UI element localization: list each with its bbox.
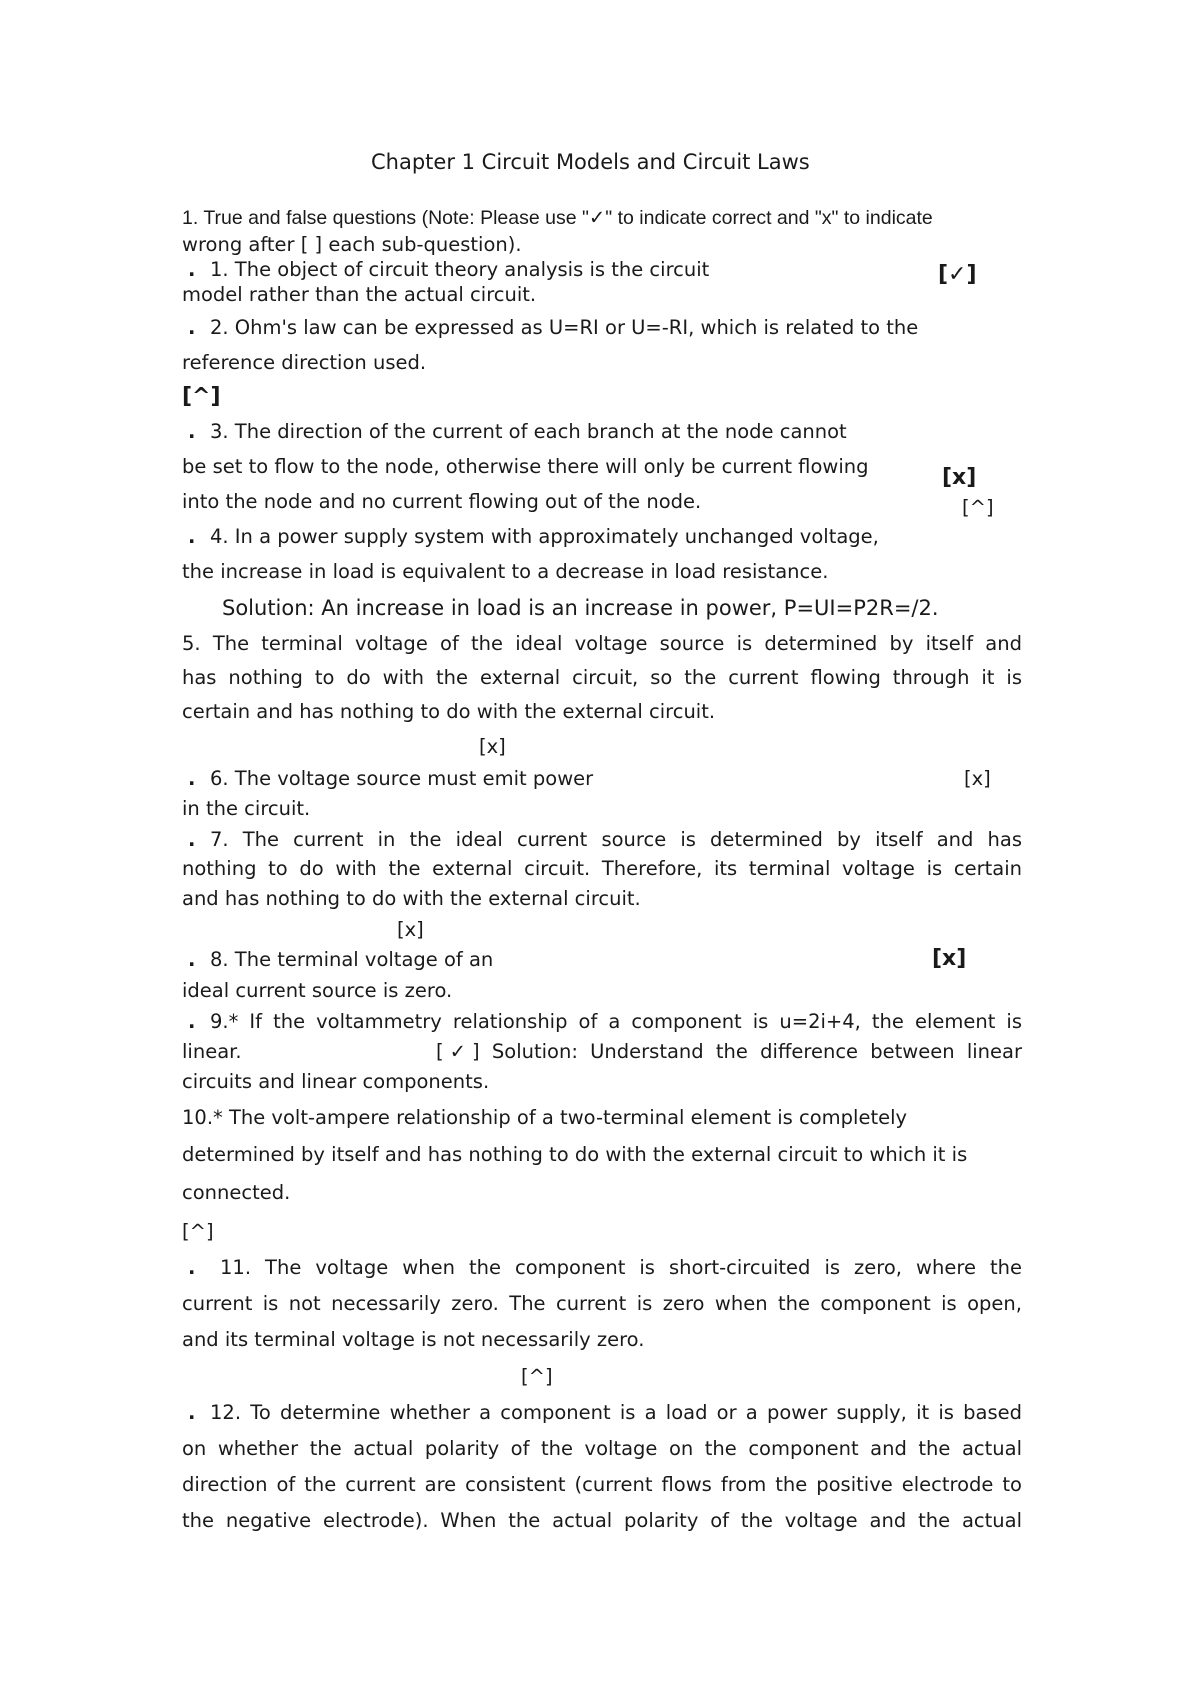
bullet: . bbox=[188, 1401, 196, 1424]
question-line: 1. The object of circuit theory analysis is the circuit bbox=[210, 258, 710, 281]
answer-mark: [x] bbox=[932, 946, 967, 971]
question-line: certain and has nothing to do with the external circuit. bbox=[182, 700, 716, 723]
question-line: on whether the actual polarity of the voltage on the component and the actual bbox=[182, 1437, 1022, 1460]
answer-mark: [^] bbox=[182, 1220, 214, 1243]
question-line: has nothing to do with the external circuit, so the current flowing through it is bbox=[182, 666, 1022, 689]
question-line: 8. The terminal voltage of an bbox=[210, 948, 494, 971]
question-line: linear. bbox=[182, 1040, 242, 1063]
answer-mark: [x] bbox=[479, 735, 506, 758]
answer-mark: [✓] bbox=[938, 262, 977, 287]
question-line: 7. The current in the ideal current source is determined by itself and has bbox=[210, 828, 1022, 851]
question-line: be set to flow to the node, otherwise there will only be current flowing bbox=[182, 455, 869, 478]
bullet: . bbox=[188, 525, 196, 548]
question-line: 11. The voltage when the component is short-circuited is zero, where the bbox=[220, 1256, 1022, 1279]
bullet: . bbox=[188, 1256, 196, 1279]
question-line: nothing to do with the external circuit. Therefore, its terminal voltage is certain bbox=[182, 857, 1022, 880]
question-line: the negative electrode). When the actual polarity of the voltage and the actual bbox=[182, 1509, 1022, 1532]
bullet: . bbox=[188, 316, 196, 339]
intro-line: wrong after [ ] each sub-question). bbox=[182, 233, 522, 256]
question-line: and has nothing to do with the external circuit. bbox=[182, 887, 641, 910]
answer-mark: [^] bbox=[962, 496, 994, 519]
question-line: in the circuit. bbox=[182, 797, 311, 820]
question-line: circuits and linear components. bbox=[182, 1070, 490, 1093]
question-line: 12. To determine whether a component is a load or a power supply, it is based bbox=[210, 1401, 1022, 1424]
answer-mark: [x] bbox=[397, 918, 424, 941]
question-line: the increase in load is equivalent to a decrease in load resistance. bbox=[182, 560, 829, 583]
question-line: 2. Ohm's law can be expressed as U=RI or U=-RI, which is related to the bbox=[210, 316, 919, 339]
answer-mark: [x] bbox=[942, 465, 977, 490]
answer-mark: [^] bbox=[521, 1365, 553, 1388]
question-line: and its terminal voltage is not necessarily zero. bbox=[182, 1328, 645, 1351]
question-line: into the node and no current flowing out of the node. bbox=[182, 490, 702, 513]
question-line: 9.* If the voltammetry relationship of a component is u=2i+4, the element is bbox=[210, 1010, 1022, 1033]
solution-line: Solution: An increase in load is an increase in power, P=UI=P2R=/2. bbox=[222, 596, 939, 620]
bullet: . bbox=[188, 828, 196, 851]
question-line: connected. bbox=[182, 1181, 291, 1204]
question-line: 6. The voltage source must emit power bbox=[210, 767, 594, 790]
page-title: Chapter 1 Circuit Models and Circuit Laws bbox=[371, 150, 810, 174]
question-line: 10.* The volt-ampere relationship of a two-terminal element is completely bbox=[182, 1106, 908, 1129]
answer-mark: [x] bbox=[964, 767, 991, 790]
bullet: . bbox=[188, 767, 196, 790]
question-line: 3. The direction of the current of each branch at the node cannot bbox=[210, 420, 847, 443]
question-line: model rather than the actual circuit. bbox=[182, 283, 537, 306]
question-line: reference direction used. bbox=[182, 351, 427, 374]
bullet: . bbox=[188, 258, 196, 281]
bullet: . bbox=[188, 420, 196, 443]
question-line: current is not necessarily zero. The current is zero when the component is open, bbox=[182, 1292, 1022, 1315]
bullet: . bbox=[188, 948, 196, 971]
answer-mark: [^] bbox=[182, 384, 221, 409]
question-line: 4. In a power supply system with approximately unchanged voltage, bbox=[210, 525, 879, 548]
question-line: direction of the current are consistent (current flows from the positive electrode to bbox=[182, 1473, 1022, 1496]
question-line: ideal current source is zero. bbox=[182, 979, 453, 1002]
question-line: determined by itself and has nothing to do with the external circuit to which it is bbox=[182, 1143, 968, 1166]
bullet: . bbox=[188, 1010, 196, 1033]
intro-line: 1. True and false questions (Note: Please use "✓" to indicate correct and "x" to indicate bbox=[182, 207, 933, 229]
answer-solution: [✓] Solution: Understand the difference between linear bbox=[436, 1040, 1022, 1063]
question-line: 5. The terminal voltage of the ideal voltage source is determined by itself and bbox=[182, 632, 1022, 655]
